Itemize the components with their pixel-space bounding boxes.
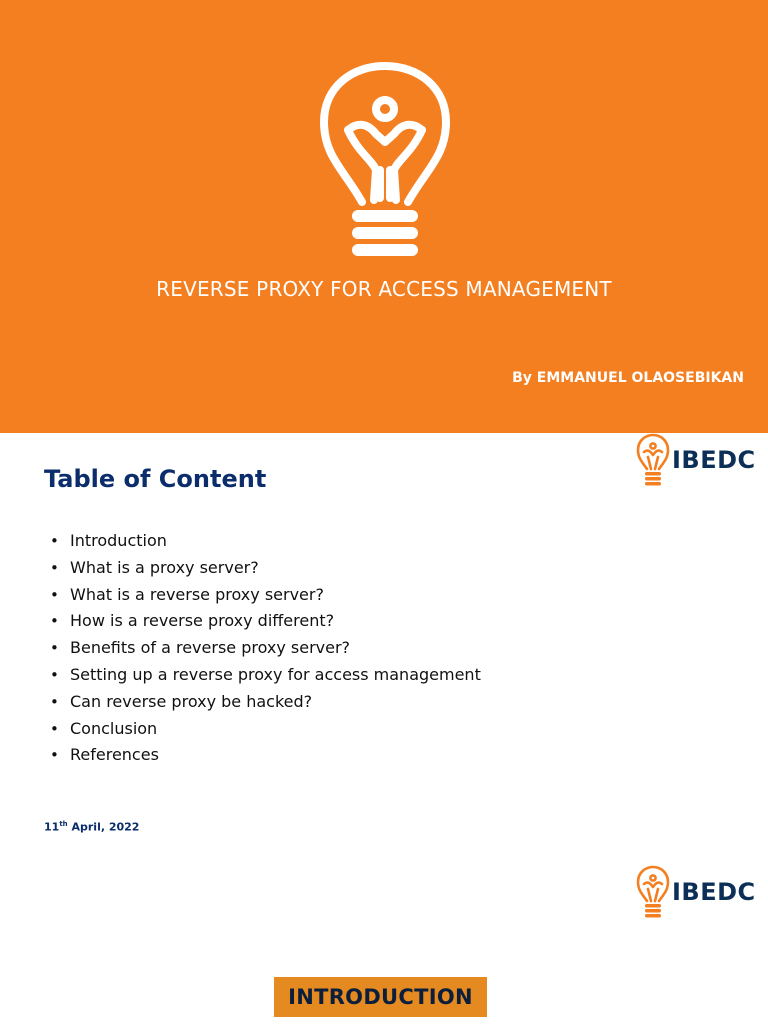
toc-item: • Conclusion [48, 716, 481, 743]
logo-text: IBEDC [672, 446, 756, 474]
toc-list [48, 528, 481, 769]
cover-slide [0, 0, 768, 433]
toc-item: • Introduction [48, 528, 481, 555]
toc-item: • References [48, 742, 481, 769]
date-rest: April, 2022 [67, 820, 140, 834]
toc-slide [0, 433, 768, 1024]
toc-item: • Benefits of a reverse proxy server? [48, 635, 481, 662]
lightbulb-logo-icon [636, 865, 670, 919]
toc-item: • Setting up a reverse proxy for access management [48, 662, 481, 689]
toc-item: • Can reverse proxy be hacked? [48, 689, 481, 716]
lightbulb-logo-icon [636, 433, 670, 487]
author-byline: By EMMANUEL OLAOSEBIKAN [512, 370, 744, 386]
logo-text: IBEDC [672, 878, 756, 906]
date-suffix: th [59, 820, 68, 828]
toc-item: • What is a proxy server? [48, 555, 481, 582]
toc-heading: Table of Content [44, 465, 267, 493]
ibedc-logo-secondary [636, 865, 756, 919]
toc-item: • What is a reverse proxy server? [48, 582, 481, 609]
toc-item: • How is a reverse proxy different? [48, 608, 481, 635]
introduction-banner: INTRODUCTION [274, 977, 487, 1017]
presentation-title: REVERSE PROXY FOR ACCESS MANAGEMENT [156, 277, 612, 301]
ibedc-logo [636, 433, 756, 487]
presentation-date [44, 820, 139, 834]
date-day: 11 [44, 820, 60, 834]
lightbulb-person-icon [318, 60, 452, 260]
